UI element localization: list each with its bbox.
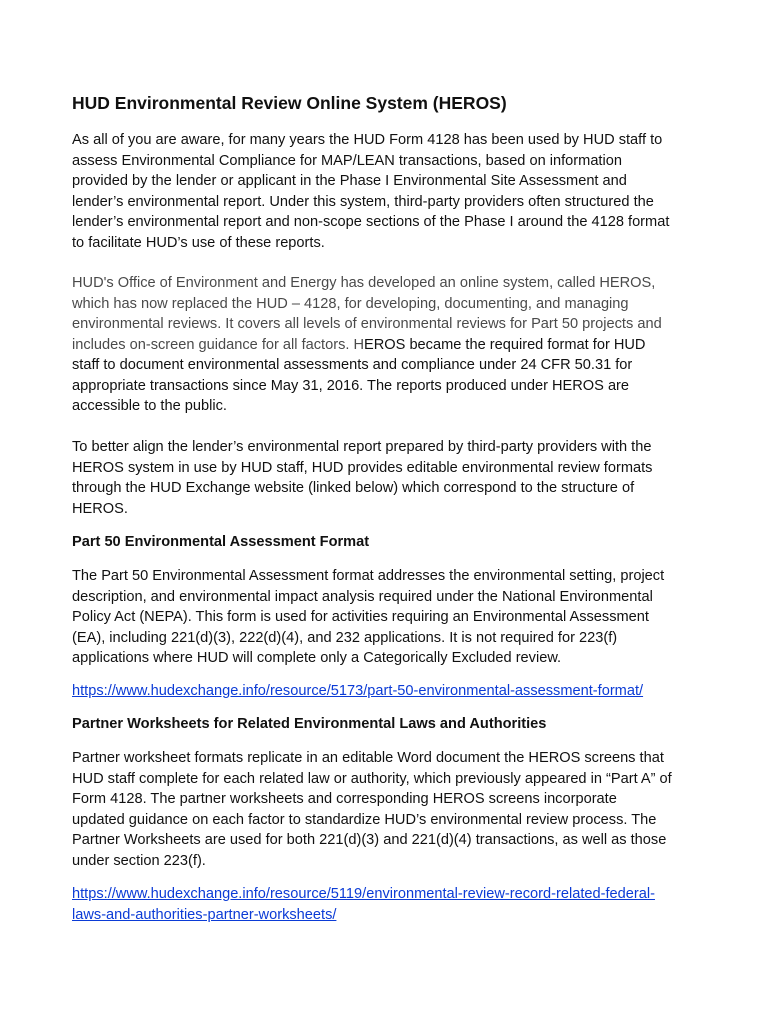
text-line: under section 223(f). (72, 852, 206, 869)
text-line: accessible to the public. (72, 398, 227, 414)
text-line: which has now replaced the HUD – 4128, for developing, documenting, and managing (72, 295, 629, 312)
text-line: To better align the lender’s environmental report prepared by third-party providers with the (72, 439, 652, 455)
partner-link-line-2[interactable]: laws-and-authorities-partner-worksheets/ (72, 906, 337, 923)
text-line: through the HUD Exchange website (linked below) which correspond to the structure of (72, 480, 635, 496)
text-line: applications where HUD will complete only a Categorically Excluded review. (72, 650, 562, 666)
partner-heading: Partner Worksheets for Related Environmental Laws and Authorities (72, 716, 547, 732)
text-line: The Part 50 Environmental Assessment format addresses the environmental setting, project (72, 568, 665, 584)
text-line: provided by the lender or applicant in the Phase I Environmental Site Assessment and (72, 173, 627, 189)
partner-link-line-1[interactable]: https://www.hudexchange.info/resource/5119/environmental-review-record-related-federal- (72, 886, 655, 902)
text-line (72, 335, 702, 356)
partner-link-paragraph (72, 884, 702, 925)
text-line: lender’s environmental report. Under this system, third-party providers often structured the (72, 193, 654, 210)
part50-paragraph (72, 566, 702, 669)
text-line: lender’s environmental report and non-scope sections of the Phase I around the 4128 format (72, 214, 670, 230)
text-line: appropriate transactions since May 31, 2016. The reports produced under HEROS are (72, 377, 630, 394)
text-line: to facilitate HUD’s use of these reports. (72, 234, 325, 251)
text-segment: EROS became the required format for HUD (364, 336, 646, 353)
text-line: assess Environmental Compliance for MAP/LEAN transactions, based on information (72, 152, 622, 169)
partner-paragraph (72, 748, 702, 871)
text-line: Form 4128. The partner worksheets and corresponding HEROS screens incorporate (72, 791, 617, 807)
text-line: HUD staff complete for each related law or authority, which previously appeared in “Part A” of (72, 770, 672, 787)
page-title: HUD Environmental Review Online System (HEROS) (72, 93, 507, 113)
text-line: HEROS system in use by HUD staff, HUD provides editable environmental review formats (72, 459, 653, 476)
align-paragraph (72, 437, 702, 519)
text-line: Policy Act (NEPA). This form is used for activities requiring an Environmental Assessment (72, 609, 649, 625)
text-line: Partner worksheet formats replicate in an editable Word document the HEROS screens that (72, 750, 664, 766)
part50-heading: Part 50 Environmental Assessment Format (72, 534, 370, 550)
text-line: Partner Worksheets are used for both 221(d)(3) and 221(d)(4) transactions, as well as those (72, 832, 667, 848)
text-line: HEROS. (72, 500, 128, 517)
text-line: (EA), including 221(d)(3), 222(d)(4), and 232 applications. It is not required for 223(f) (72, 629, 618, 646)
intro-paragraph (72, 130, 702, 253)
text-line: As all of you are aware, for many years the HUD Form 4128 has been used by HUD staff to (72, 132, 663, 148)
part50-link[interactable]: https://www.hudexchange.info/resource/5173/part-50-environmental-assessment-format/ (72, 683, 644, 699)
text-line: HUD's Office of Environment and Energy has developed an online system, called HEROS, (72, 275, 656, 291)
text-line: updated guidance on each factor to standardize HUD’s environmental review process. The (72, 811, 657, 828)
text-line: staff to document environmental assessments and compliance under 24 CFR 50.31 for (72, 357, 633, 373)
heros-paragraph (72, 273, 702, 417)
text-line: description, and environmental impact analysis required under the National Environmental (72, 588, 653, 605)
text-line: environmental reviews. It covers all levels of environmental reviews for Part 50 projects and (72, 316, 662, 332)
part50-link-paragraph (72, 681, 702, 702)
text-segment: includes on-screen guidance for all factors. H (72, 336, 365, 353)
